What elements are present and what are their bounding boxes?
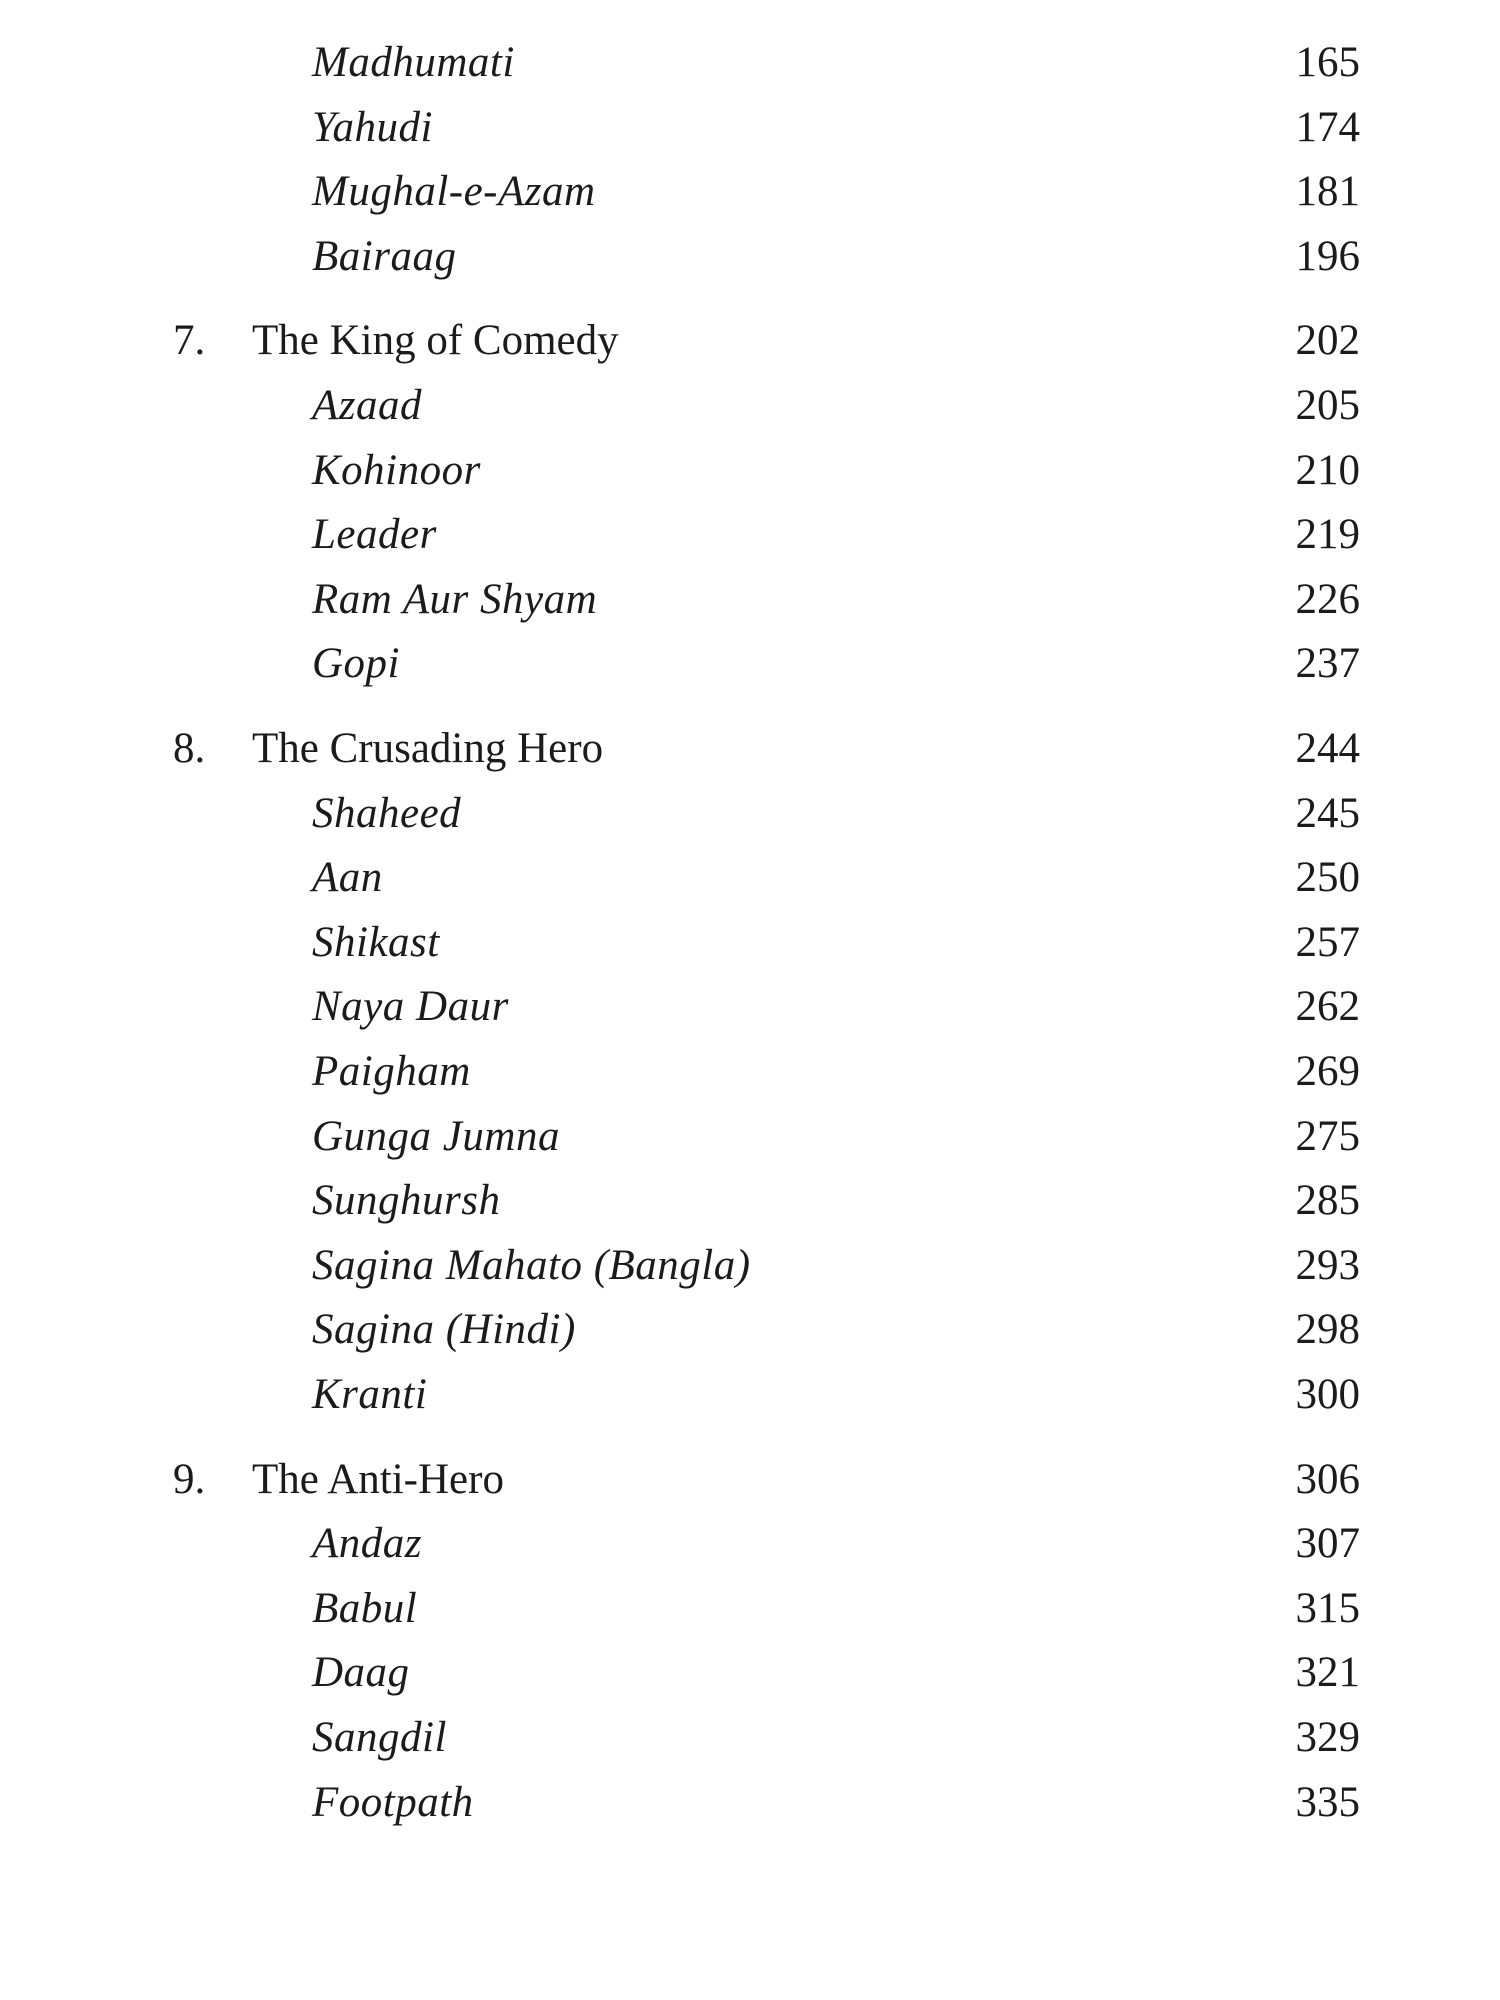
page-number: 307 <box>1295 1520 1360 1568</box>
page-number: 321 <box>1295 1649 1360 1697</box>
toc-film-entry <box>0 1171 1500 1231</box>
page-number: 329 <box>1295 1714 1360 1761</box>
toc-film-entry <box>0 1365 1500 1425</box>
toc-film-entry <box>0 784 1500 844</box>
chapter-number: 7. <box>173 317 206 365</box>
film-title: Bairaag <box>312 232 457 280</box>
page-number: 293 <box>1295 1241 1360 1289</box>
page-number: 202 <box>1295 317 1360 365</box>
toc-film-entry <box>0 848 1500 908</box>
film-title: Aan <box>312 854 383 902</box>
film-title: Andaz <box>312 1520 422 1568</box>
film-title: Sangdil <box>312 1714 447 1761</box>
toc-film-entry <box>0 1236 1500 1296</box>
page-number: 196 <box>1295 232 1360 280</box>
page-number: 275 <box>1295 1112 1360 1160</box>
toc-film-entry <box>0 162 1500 222</box>
page-number: 219 <box>1295 511 1360 559</box>
film-title: Babul <box>312 1584 418 1632</box>
film-title: Ram Aur Shyam <box>312 575 598 623</box>
page-number: 250 <box>1295 854 1360 902</box>
film-title: Yahudi <box>312 103 433 151</box>
chapter-title: The Anti-Hero <box>252 1455 504 1503</box>
toc-chapter-entry <box>0 719 1500 779</box>
film-title: Shikast <box>312 918 440 966</box>
page-number: 298 <box>1295 1306 1360 1354</box>
film-title: Mughal-e-Azam <box>312 168 596 216</box>
toc-film-entry <box>0 570 1500 630</box>
toc-film-entry <box>0 33 1500 93</box>
toc-film-entry <box>0 634 1500 694</box>
page-number: 335 <box>1295 1778 1360 1826</box>
toc-film-entry <box>0 913 1500 973</box>
film-title: Sagina Mahato (Bangla) <box>312 1241 751 1289</box>
film-title: Sunghursh <box>312 1177 501 1225</box>
page-number: 165 <box>1295 39 1360 86</box>
film-title: Madhumati <box>312 39 515 86</box>
page-number: 205 <box>1295 382 1360 429</box>
toc-film-entry <box>0 1773 1500 1833</box>
film-title: Gopi <box>312 640 400 688</box>
page-number: 257 <box>1295 918 1360 966</box>
page-number: 226 <box>1295 575 1360 623</box>
chapter-title: The King of Comedy <box>252 317 619 365</box>
page-number: 210 <box>1295 446 1360 494</box>
toc-film-entry <box>0 1708 1500 1768</box>
page-number: 245 <box>1295 789 1360 837</box>
film-title: Kohinoor <box>312 446 481 494</box>
page-number: 237 <box>1295 640 1360 688</box>
toc-film-entry <box>0 376 1500 436</box>
chapter-title: The Crusading Hero <box>252 725 604 772</box>
page-number: 315 <box>1295 1584 1360 1632</box>
toc-chapter-entry <box>0 311 1500 371</box>
page-number: 181 <box>1295 168 1360 216</box>
film-title: Azaad <box>312 382 422 429</box>
film-title: Footpath <box>312 1778 474 1826</box>
chapter-number: 9. <box>173 1455 206 1503</box>
film-title: Kranti <box>312 1371 428 1418</box>
toc-film-entry <box>0 1107 1500 1167</box>
toc-film-entry <box>0 441 1500 501</box>
toc-chapter-entry <box>0 1450 1500 1510</box>
toc-film-entry <box>0 1300 1500 1360</box>
page-number: 306 <box>1295 1455 1360 1503</box>
toc-film-entry <box>0 505 1500 565</box>
toc-film-entry <box>0 977 1500 1037</box>
page-number: 269 <box>1295 1048 1360 1095</box>
film-title: Naya Daur <box>312 983 509 1031</box>
film-title: Leader <box>312 511 437 559</box>
toc-film-entry <box>0 1514 1500 1574</box>
toc-film-entry <box>0 227 1500 287</box>
page-number: 174 <box>1295 103 1360 151</box>
page-number: 262 <box>1295 983 1360 1031</box>
chapter-number: 8. <box>173 725 206 772</box>
film-title: Daag <box>312 1649 410 1697</box>
film-title: Shaheed <box>312 789 462 837</box>
film-title: Paigham <box>312 1048 471 1095</box>
toc-film-entry <box>0 1643 1500 1703</box>
toc-film-entry <box>0 1579 1500 1639</box>
toc-film-entry <box>0 1042 1500 1102</box>
toc-film-entry <box>0 98 1500 158</box>
film-title: Gunga Jumna <box>312 1112 560 1160</box>
film-title: Sagina (Hindi) <box>312 1306 576 1354</box>
page-number: 285 <box>1295 1177 1360 1225</box>
page-number: 244 <box>1295 725 1360 772</box>
page-number: 300 <box>1295 1371 1360 1418</box>
